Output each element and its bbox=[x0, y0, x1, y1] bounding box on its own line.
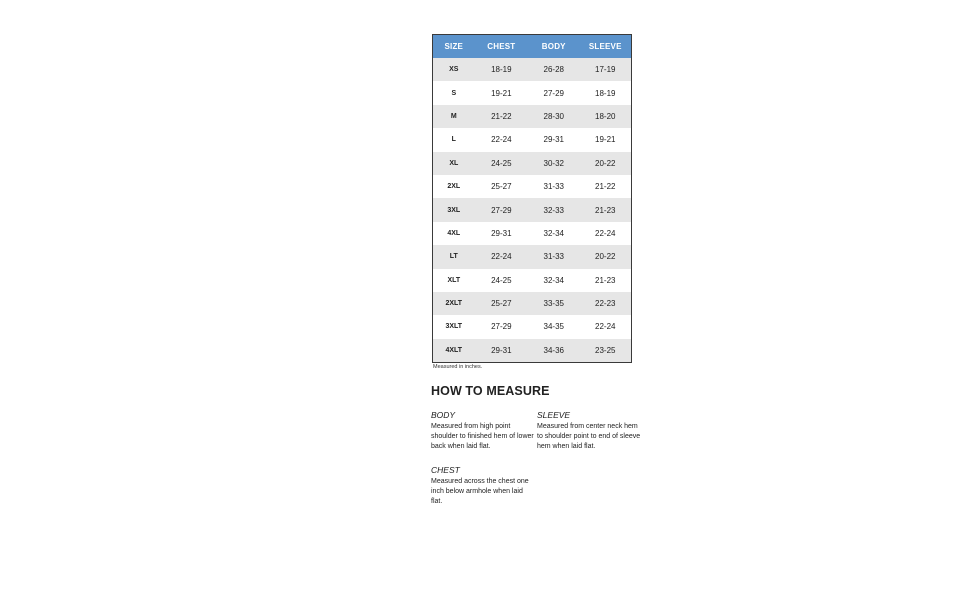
table-row bbox=[433, 339, 631, 362]
chest-cell: 22-24 bbox=[475, 128, 528, 151]
chest-description: Measured across the chest one inch below armhole when laid flat. bbox=[431, 478, 529, 505]
sleeve-cell: 20-22 bbox=[580, 152, 632, 175]
table-row bbox=[433, 128, 631, 151]
body-cell: 33-35 bbox=[528, 292, 579, 315]
table-row bbox=[433, 222, 631, 245]
body-cell: 32-34 bbox=[528, 222, 579, 245]
table-row bbox=[433, 315, 631, 338]
sleeve-cell: 20-22 bbox=[580, 245, 632, 268]
size-cell: XS bbox=[433, 58, 475, 81]
body-heading: BODY bbox=[431, 410, 456, 420]
chest-cell: 24-25 bbox=[475, 269, 528, 292]
size-cell: 3XL bbox=[433, 198, 475, 221]
chest-cell: 22-24 bbox=[475, 245, 528, 268]
header-size: SIZE bbox=[433, 35, 475, 58]
body-cell: 27-29 bbox=[528, 81, 579, 104]
body-cell: 26-28 bbox=[528, 58, 579, 81]
body-cell: 31-33 bbox=[528, 175, 579, 198]
table-row bbox=[433, 292, 631, 315]
table-row bbox=[433, 81, 631, 104]
sleeve-cell: 22-23 bbox=[580, 292, 632, 315]
chest-measure-block bbox=[431, 465, 536, 507]
how-to-measure-title: HOW TO MEASURE bbox=[431, 384, 550, 398]
size-chart-table bbox=[432, 34, 632, 363]
sleeve-cell: 22-24 bbox=[580, 315, 632, 338]
sleeve-cell: 18-19 bbox=[580, 81, 632, 104]
size-cell: 2XLT bbox=[433, 292, 475, 315]
body-measure-block bbox=[431, 410, 536, 452]
size-cell: XLT bbox=[433, 269, 475, 292]
size-cell: 4XL bbox=[433, 222, 475, 245]
header-chest: CHEST bbox=[475, 35, 528, 58]
body-cell: 31-33 bbox=[528, 245, 579, 268]
chest-cell: 21-22 bbox=[475, 105, 528, 128]
size-cell: 2XL bbox=[433, 175, 475, 198]
sleeve-cell: 23-25 bbox=[580, 339, 632, 362]
body-cell: 34-35 bbox=[528, 315, 579, 338]
table-row bbox=[433, 245, 631, 268]
chest-cell: 19-21 bbox=[475, 81, 528, 104]
size-cell: XL bbox=[433, 152, 475, 175]
sleeve-cell: 19-21 bbox=[580, 128, 632, 151]
table-row bbox=[433, 198, 631, 221]
size-cell: S bbox=[433, 81, 475, 104]
sleeve-description: Measured from center neck hem to shoulder point to end of sleeve hem when laid flat. bbox=[537, 423, 641, 450]
chest-cell: 27-29 bbox=[475, 198, 528, 221]
sleeve-cell: 18-20 bbox=[580, 105, 632, 128]
chest-cell: 29-31 bbox=[475, 222, 528, 245]
size-cell: 4XLT bbox=[433, 339, 475, 362]
table-row bbox=[433, 269, 631, 292]
chest-cell: 24-25 bbox=[475, 152, 528, 175]
table-row bbox=[433, 105, 631, 128]
sleeve-heading: SLEEVE bbox=[537, 410, 571, 420]
sleeve-cell: 21-22 bbox=[580, 175, 632, 198]
size-cell: 3XLT bbox=[433, 315, 475, 338]
header-body: BODY bbox=[528, 35, 579, 58]
header-sleeve: SLEEVE bbox=[580, 35, 632, 58]
body-cell: 32-33 bbox=[528, 198, 579, 221]
table-header-row bbox=[433, 35, 631, 58]
body-description: Measured from high point shoulder to finished hem of lower back when laid flat. bbox=[431, 423, 534, 450]
sleeve-measure-block bbox=[537, 410, 642, 452]
sleeve-cell: 17-19 bbox=[580, 58, 632, 81]
chest-heading: CHEST bbox=[431, 465, 460, 475]
table-row bbox=[433, 58, 631, 81]
table-row bbox=[433, 175, 631, 198]
chest-cell: 27-29 bbox=[475, 315, 528, 338]
size-cell: M bbox=[433, 105, 475, 128]
measurement-note: Measured in inches. bbox=[433, 364, 483, 370]
chest-cell: 18-19 bbox=[475, 58, 528, 81]
body-cell: 30-32 bbox=[528, 152, 579, 175]
sleeve-cell: 21-23 bbox=[580, 269, 632, 292]
sleeve-cell: 21-23 bbox=[580, 198, 632, 221]
body-cell: 32-34 bbox=[528, 269, 579, 292]
size-cell: L bbox=[433, 128, 475, 151]
size-cell: LT bbox=[433, 245, 475, 268]
body-cell: 29-31 bbox=[528, 128, 579, 151]
body-cell: 34-36 bbox=[528, 339, 579, 362]
sleeve-cell: 22-24 bbox=[580, 222, 632, 245]
table-row bbox=[433, 152, 631, 175]
chest-cell: 29-31 bbox=[475, 339, 528, 362]
body-cell: 28-30 bbox=[528, 105, 579, 128]
chest-cell: 25-27 bbox=[475, 175, 528, 198]
chest-cell: 25-27 bbox=[475, 292, 528, 315]
